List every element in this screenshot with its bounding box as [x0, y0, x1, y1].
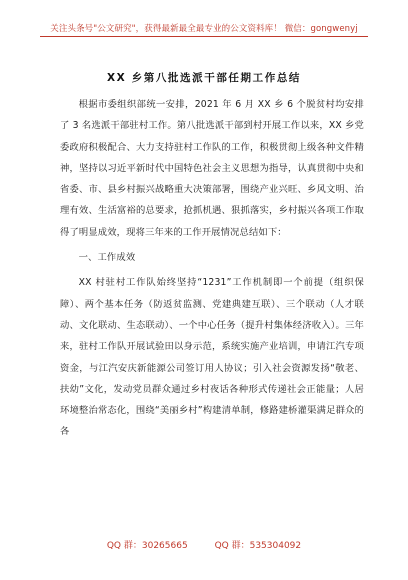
- section-heading: 一、工作成效: [78, 252, 136, 264]
- header-divider: [40, 36, 368, 37]
- footer-qq-group-2: QQ 群：535304092: [214, 541, 302, 551]
- document-body: [60, 94, 364, 443]
- header-promo-note: 关注头条号"公文研究"，获得最新最全最专业的公文资料库！ 微信：gongwenyj: [50, 24, 358, 34]
- footer-qq-group-1: QQ 群：30265665: [106, 541, 188, 551]
- footer-contact: [0, 538, 408, 551]
- document-title: XX 乡第八批选派干部任期工作总结: [106, 72, 302, 84]
- section-paragraph: XX 村驻村工作队始终坚持“1231”工作机制即一个前提（组织保障）、两个基本任务（防返贫监测、党建典建互联）、三个联动（人才联动、文化联动、生态联动）、一个中心任务（提升村集体经济收入）。三年来，驻村工作队开展试验田以身示范，系统实施产业培训，申请江汽专项资金，与江汽安庆新能源公司签订用人协议；引入社会资源发扬“敬老、扶幼”文化，发动党员群众通过乡村夜话各种形式传递社会正能量；人居环境整治常态化，围绕“美丽乡村”构建清单制，修路建桥灌渠满足群众的各: [60, 277, 364, 438]
- intro-paragraph: 根据市委组织部统一安排，2021 年 6 月 XX 乡 6 个脱贫村均安排了 3 名选派干部驻村工作。第八批选派干部到村开展工作以来，XX 乡党委政府积极配合、大力支持驻村工作队的工作，积极贯彻上级各种文件精神，坚持以习近平新时代中国特色社会主义思想为指导，认真贯彻中央和省委、市、县乡村振兴战略重大决策部署，围绕产业兴旺、乡风文明、治理有效、生活富裕的总要求，抢抓机遇、狠抓落实，乡村振兴各项工作取得了明显成效，现将三年来的工作开展情况总结如下：: [60, 99, 364, 238]
